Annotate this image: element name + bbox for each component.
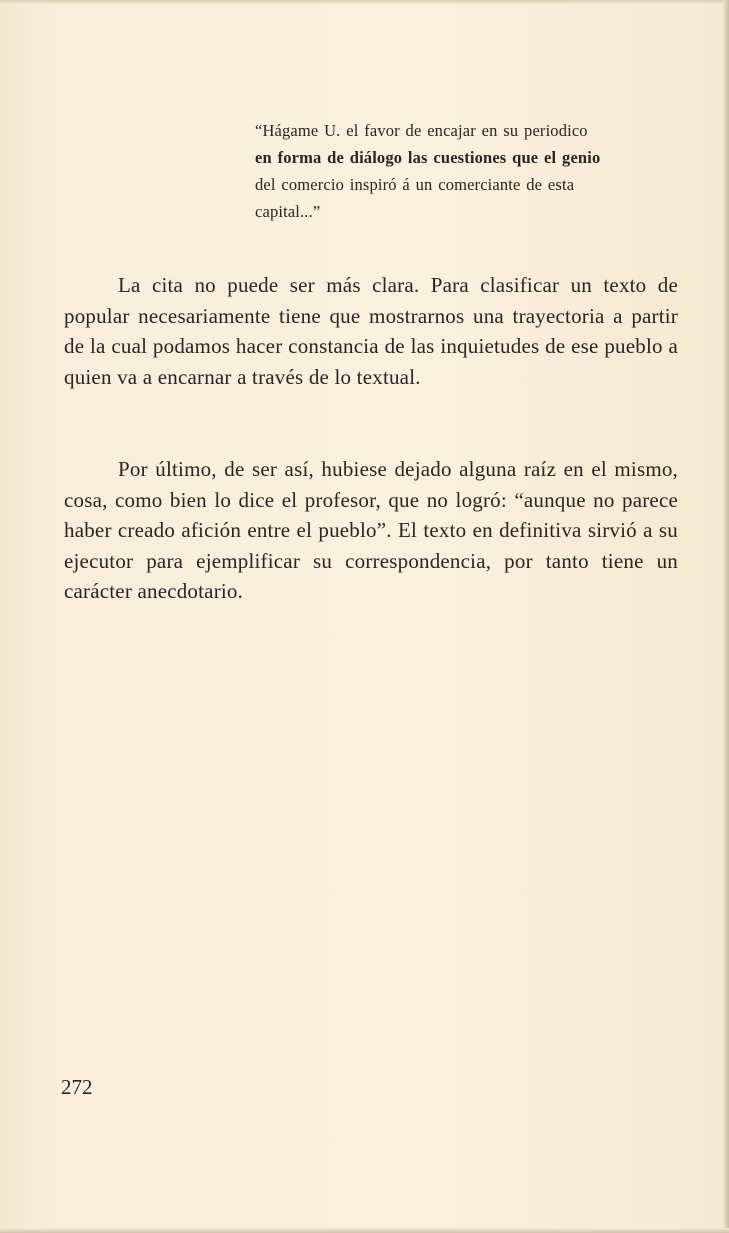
block-quote <box>255 117 675 225</box>
page-edge-top <box>0 0 729 4</box>
paragraph-text: Por último, de ser así, hubiese dejado alguna raíz en el mismo, cosa, como bien lo dice el profesor, que no logró: “aunque no parece haber creado afición entre el pueblo”. El texto en definitiva sirvió a su ejecutor para ejemplificar su correspondencia, por tanto tiene un carácter anecdotario. <box>64 457 678 603</box>
body-paragraph <box>64 454 678 607</box>
body-paragraph <box>64 270 678 392</box>
page-edge-bottom <box>0 1228 729 1233</box>
quote-line: en forma de diálogo las cuestiones que el genio <box>255 148 601 167</box>
page-edge-right <box>723 0 729 1233</box>
quote-line: del comercio inspiró á un comerciante de esta <box>255 175 575 194</box>
quote-line: capital...” <box>255 202 321 221</box>
quote-line: “Hágame U. el favor de encajar en su periodico <box>255 121 588 140</box>
paragraph-text: La cita no puede ser más clara. Para clasificar un texto de popular necesariamente tiene que mostrarnos una trayectoria a partir de la cual podamos hacer constancia de las inquietudes de ese pueblo a quien va a encarnar a través de lo textual. <box>64 273 678 389</box>
page-number: 272 <box>61 1075 93 1099</box>
